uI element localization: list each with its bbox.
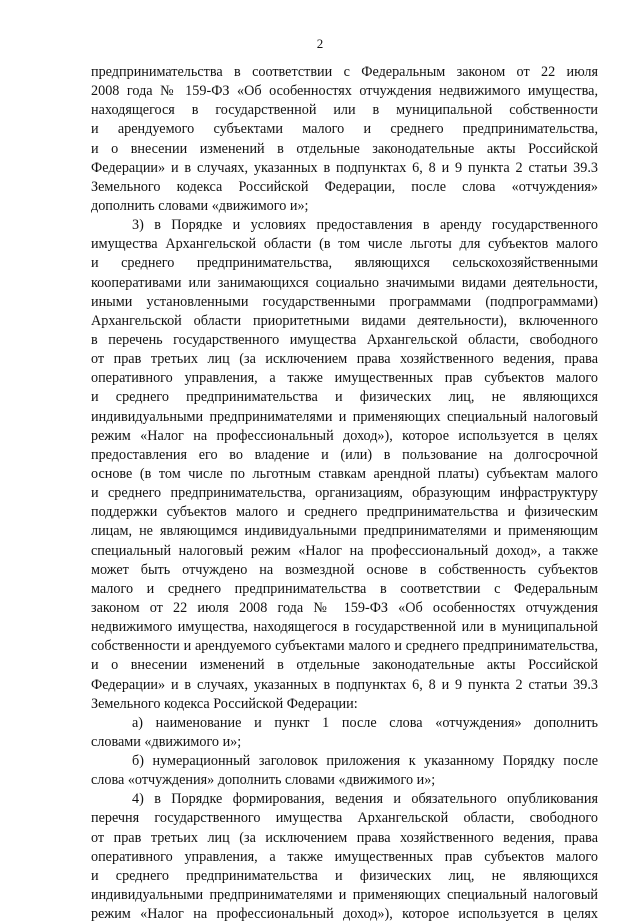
- text-line: а) наименование и пункт 1 после слова «отчуждения» дополнить: [132, 714, 598, 731]
- text-line: словами «движимого и»;: [91, 733, 242, 750]
- text-line: предпринимательства в соответствии с Федеральным законом от 22 июля: [91, 64, 598, 80]
- text-line: недвижимого имущества, находящегося в государственной или в муниципальной: [91, 619, 598, 636]
- text-line: оперативного управления, а также имущественных прав субъектов малого: [91, 848, 598, 865]
- text-line: лицам, не являющимся индивидуальными предпринимателями и применяющим: [91, 523, 598, 540]
- text-line: Федерации» и в случаях, указанных в подпунктах 6, 8 и 9 пункта 2 статьи 39.3: [91, 159, 598, 176]
- text-line: режим «Налог на профессиональный доход»), которое используется в целях: [91, 427, 598, 444]
- text-line: основе (в том числе по льготным ставкам арендной платы) субъектам малого: [91, 465, 598, 482]
- text-line: 3) в Порядке и условиях предоставления в аренду государственного: [132, 217, 598, 234]
- text-line: и арендуемого субъектами малого и среднего предпринимательства,: [91, 121, 598, 138]
- text-line: индивидуальными предпринимателями и применяющих специальный налоговый: [91, 887, 598, 904]
- text-line: б) нумерационный заголовок приложения к указанному Порядку после: [132, 753, 598, 770]
- text-line: дополнить словами «движимого и»;: [91, 197, 309, 214]
- text-line: и о внесении изменений в отдельные законодательные акты Российской: [91, 140, 598, 157]
- text-line: собственности и арендуемого субъектами малого и среднего предпринимательства,: [91, 638, 598, 655]
- text-line: от прав третьих лиц (за исключением права хозяйственного ведения, права: [91, 351, 598, 368]
- text-line: кооперативами или занимающихся социально значимыми видами деятельности,: [91, 274, 598, 291]
- text-line: оперативного управления, а также имущественных прав субъектов малого: [91, 370, 598, 387]
- text-line: и о внесении изменений в отдельные законодательные акты Российской: [91, 657, 598, 674]
- text-line: Земельного кодекса Российской Федерации, после слова «отчуждения»: [91, 178, 598, 195]
- text-line: иными установленными государственными программами (подпрограммами): [91, 293, 598, 310]
- text-line: индивидуальными предпринимателями и применяющих специальный налоговый: [91, 408, 598, 425]
- text-line: Земельного кодекса Российской Федерации:: [91, 695, 358, 712]
- text-line: предоставления его во владение и (или) в пользование на долгосрочной: [91, 446, 598, 463]
- text-line: законом от 22 июля 2008 года № 159-ФЗ «Об особенностях отчуждения: [91, 599, 598, 616]
- text-line: 4) в Порядке формирования, ведения и обязательного опубликования: [132, 791, 598, 808]
- text-line: режим «Налог на профессиональный доход»), которое используется в целях: [91, 906, 598, 923]
- text-line: малого и среднего предпринимательства в соответствии с Федеральным: [91, 580, 598, 597]
- text-line: Архангельской области приоритетными видами деятельности), включенного: [91, 312, 598, 329]
- text-line: находящегося в государственной или в муниципальной собственности: [91, 102, 598, 119]
- text-line: поддержки субъектов малого и среднего предпринимательства и физическим: [91, 504, 598, 521]
- text-line: и среднего предпринимательства, являющихся сельскохозяйственными: [91, 255, 598, 272]
- document-body: [91, 63, 598, 924]
- text-line: 2008 года № 159-ФЗ «Об особенностях отчуждения недвижимого имущества,: [91, 83, 598, 100]
- text-line: специальный налоговый режим «Налог на профессиональный доход», а также: [91, 542, 598, 559]
- text-line: перечня государственного имущества Архангельской области, свободного: [91, 810, 598, 827]
- text-line: и среднего предпринимательства и физических лиц, не являющихся: [91, 867, 598, 884]
- text-line: и среднего предпринимательства, организациям, образующим инфраструктуру: [91, 485, 598, 502]
- text-line: имущества Архангельской области (в том числе льготы для субъектов малого: [91, 236, 598, 253]
- page-number: 2: [316, 36, 324, 51]
- text-line: слова «отчуждения» дополнить словами «движимого и»;: [91, 772, 436, 789]
- text-line: может быть отчуждено на возмездной основе в собственность субъектов: [91, 561, 598, 578]
- text-line: Федерации» и в случаях, указанных в подпунктах 6, 8 и 9 пункта 2 статьи 39.3: [91, 676, 598, 693]
- text-line: в перечень государственного имущества Архангельской области, свободного: [91, 331, 598, 348]
- text-line: и среднего предпринимательства и физических лиц, не являющихся: [91, 389, 598, 406]
- text-line: от прав третьих лиц (за исключением права хозяйственного ведения, права: [91, 829, 598, 846]
